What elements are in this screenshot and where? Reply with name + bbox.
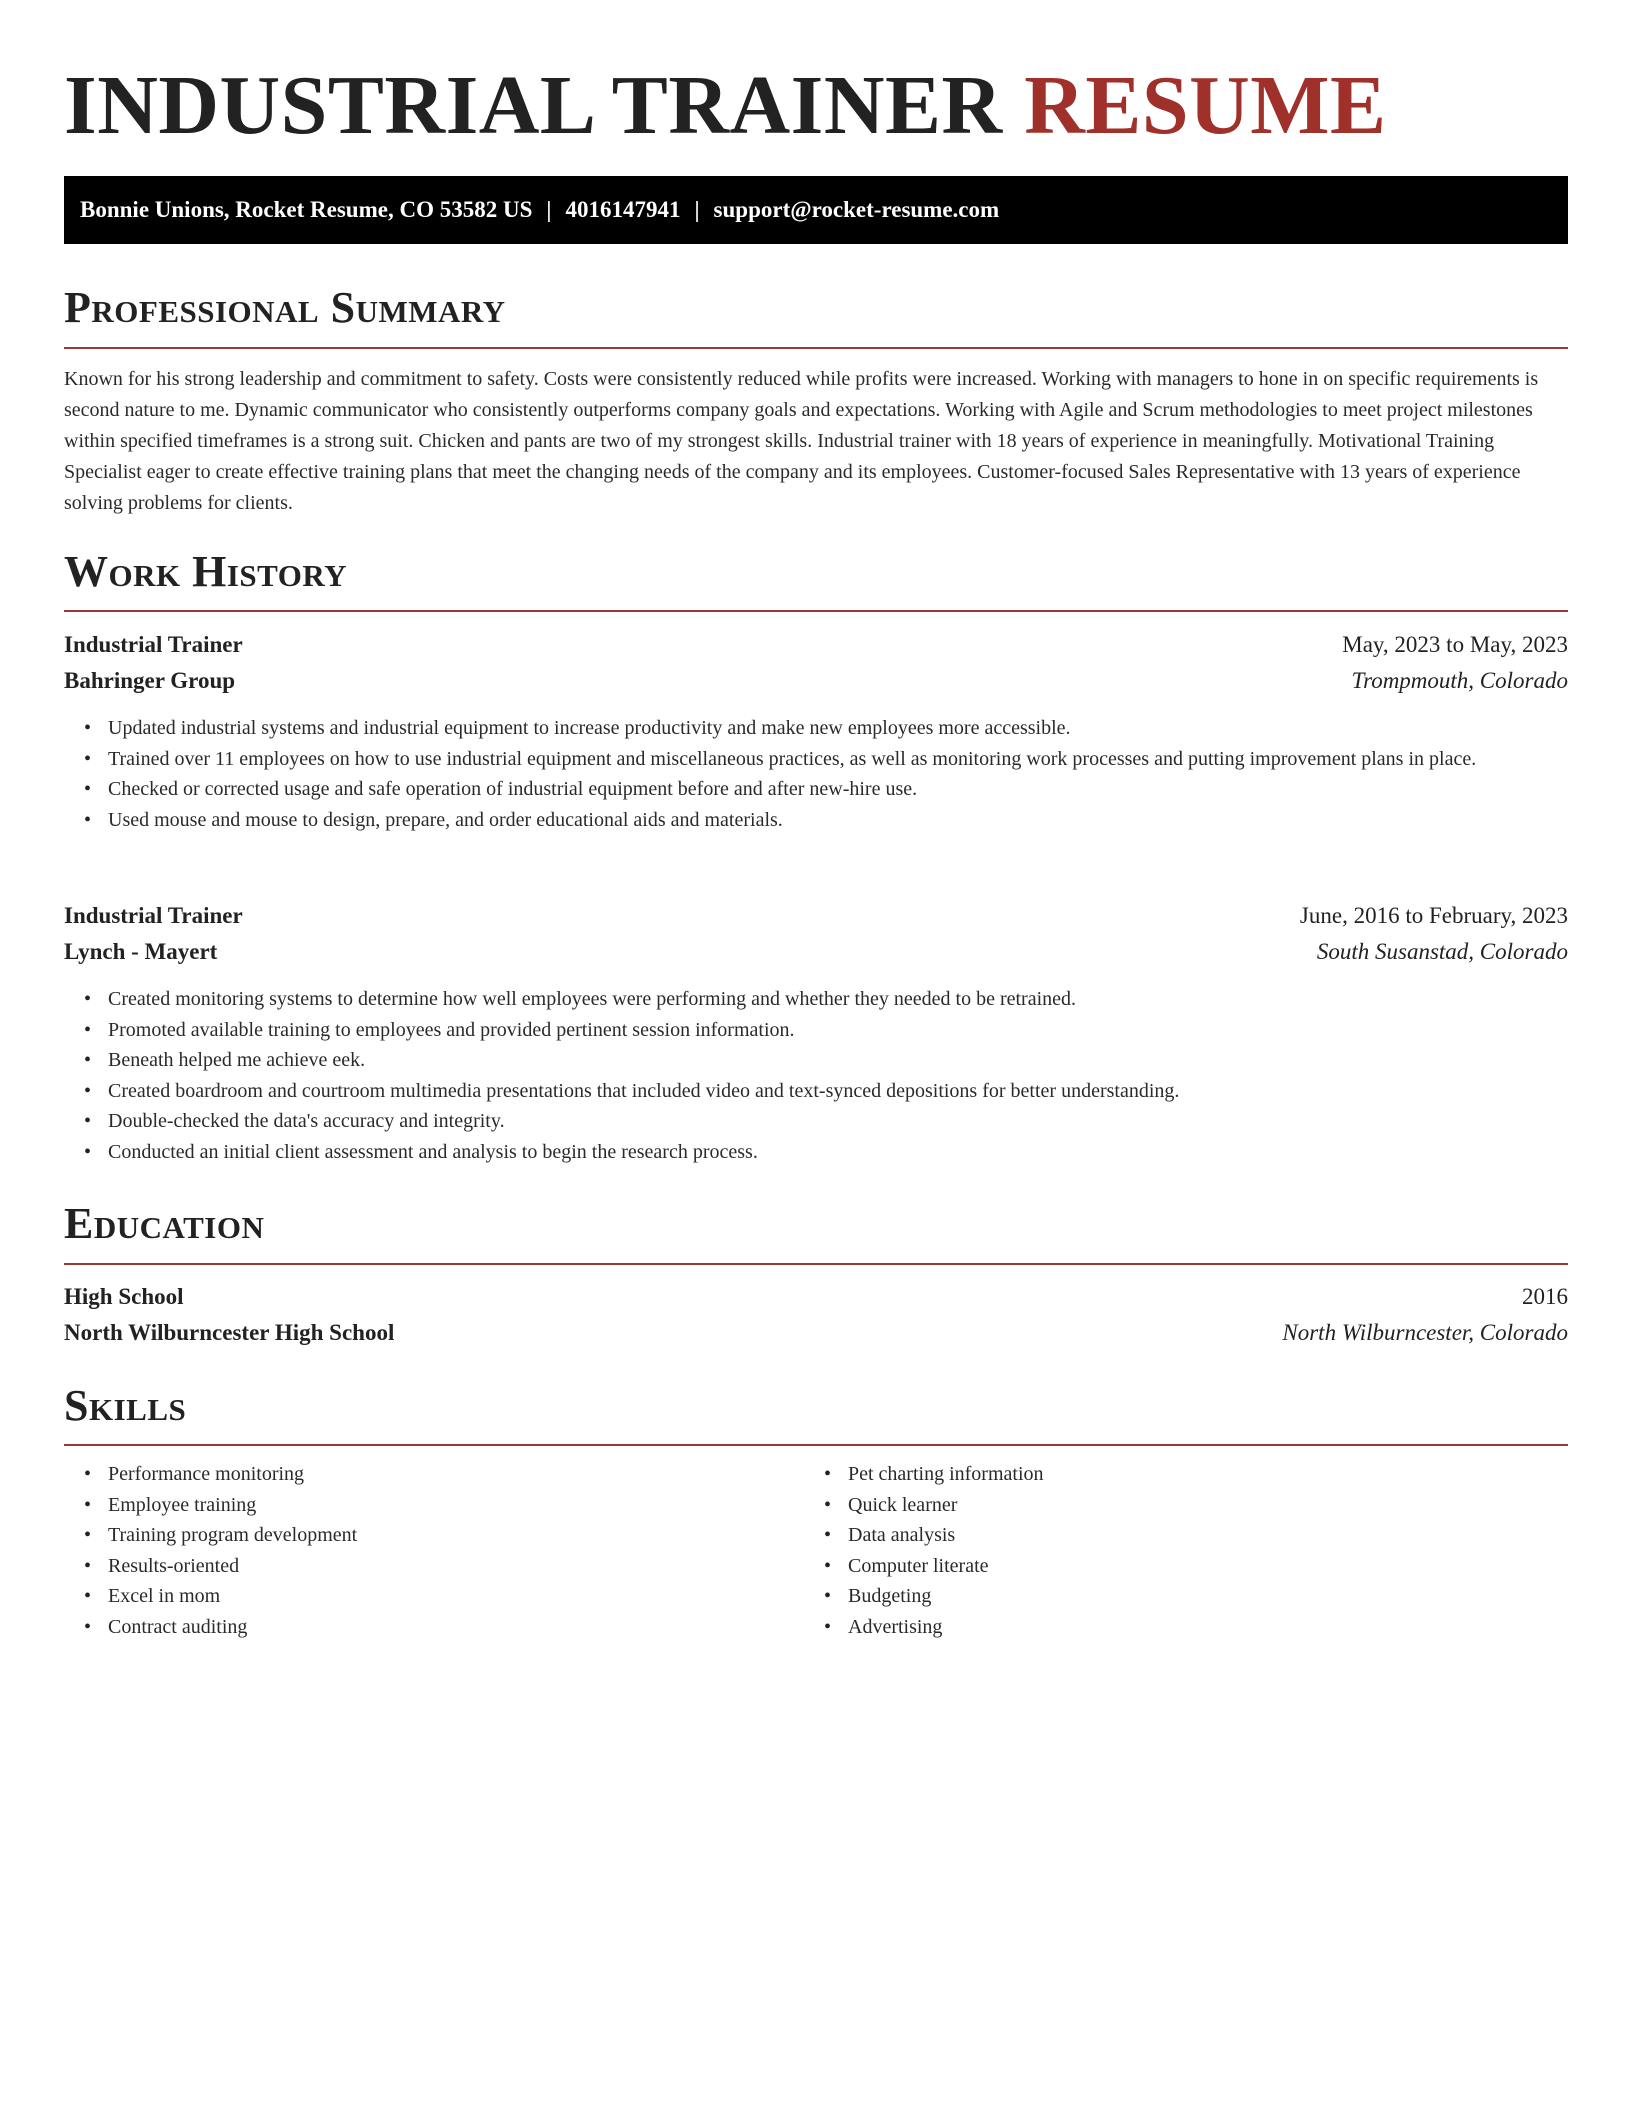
skill-item: • Quick learner bbox=[848, 1490, 1632, 1521]
skill-item: • Excel in mom bbox=[108, 1581, 1612, 1612]
job-company-row bbox=[64, 663, 1568, 699]
skill-item: • Computer literate bbox=[848, 1551, 1632, 1582]
job-bullet: • Promoted available training to employees and provided pertinent session information. bbox=[108, 1015, 1612, 1046]
education-year: 2016 bbox=[1522, 1284, 1568, 1309]
contact-email: support@rocket-resume.com bbox=[713, 197, 1000, 222]
contact-address: Bonnie Unions, Rocket Resume, CO 53582 US bbox=[80, 197, 533, 222]
skill-item: • Training program development bbox=[108, 1520, 1612, 1551]
education-header-row bbox=[64, 1279, 1568, 1315]
job-bullet: • Beneath helped me achieve eek. bbox=[108, 1045, 1612, 1076]
title-accent: RESUME bbox=[1024, 59, 1387, 152]
section-divider bbox=[64, 1263, 1568, 1265]
section-title-work-history: Work History bbox=[64, 547, 348, 596]
title-main: INDUSTRIAL TRAINER bbox=[64, 59, 1003, 152]
skill-item: • Pet charting information bbox=[848, 1459, 1632, 1490]
job-bullet: • Trained over 11 employees on how to use industrial equipment and miscellaneous practices, as well as monitoring work processes and putting improvement plans in place. bbox=[108, 744, 1612, 775]
job-dates: May, 2023 to May, 2023 bbox=[1342, 632, 1568, 657]
job-header-row bbox=[64, 898, 1568, 934]
skill-item: • Advertising bbox=[848, 1612, 1632, 1643]
job-bullet: • Created monitoring systems to determine how well employees were performing and whether they needed to be retrained. bbox=[108, 984, 1612, 1015]
skills-list-right bbox=[804, 1459, 1632, 1642]
skill-item: • Budgeting bbox=[848, 1581, 1632, 1612]
skill-item: • Contract auditing bbox=[108, 1612, 1612, 1643]
job-title: Industrial Trainer bbox=[64, 632, 243, 657]
education-school-row bbox=[64, 1315, 1568, 1351]
job-location: South Susanstad, Colorado bbox=[1316, 939, 1568, 964]
job-company-row bbox=[64, 934, 1568, 970]
summary-text: Known for his strong leadership and commitment to safety. Costs were consistently reduced while profits were increased. Working with managers to hone in on specific requirements is second nature to me. Dynamic communicator who consistently outperforms company goals and expectations. Working with Agile and Scrum methodologies to meet project milestones within specified timeframes is a strong suit. Chicken and pants are two of my strongest skills. Industrial trainer with 18 years of experience in meaningfully. Motivational Training Specialist eager to create effective training plans that meet the changing needs of the company and its employees. Customer-focused Sales Representative with 13 years of experience solving problems for clients. bbox=[64, 368, 1539, 514]
contact-separator: | bbox=[546, 197, 552, 222]
job-title: Industrial Trainer bbox=[64, 903, 243, 928]
section-divider bbox=[64, 347, 1568, 349]
job-bullet: • Double-checked the data's accuracy and integrity. bbox=[108, 1106, 1612, 1137]
job-bullet: • Used mouse and mouse to design, prepare, and order educational aids and materials. bbox=[108, 805, 1612, 836]
section-title-education: Education bbox=[64, 1199, 265, 1248]
job-bullets bbox=[64, 713, 1612, 835]
job-location: Trompmouth, Colorado bbox=[1351, 668, 1568, 693]
job-company: Lynch - Mayert bbox=[64, 939, 218, 964]
resume-page bbox=[64, 0, 1568, 1638]
job-bullets bbox=[64, 984, 1612, 1167]
education-location: North Wilburncester, Colorado bbox=[1282, 1320, 1568, 1345]
section-divider bbox=[64, 1444, 1568, 1446]
job-header-row bbox=[64, 627, 1568, 663]
job-bullet: • Checked or corrected usage and safe operation of industrial equipment before and after new-hire use. bbox=[108, 774, 1612, 805]
skill-item: • Performance monitoring bbox=[108, 1459, 1612, 1490]
job-company: Bahringer Group bbox=[64, 668, 236, 693]
contact-phone: 4016147941 bbox=[565, 197, 681, 222]
job-dates: June, 2016 to February, 2023 bbox=[1299, 903, 1568, 928]
skill-item: • Data analysis bbox=[848, 1520, 1632, 1551]
resume-title bbox=[64, 0, 1568, 154]
education-school: North Wilburncester High School bbox=[64, 1320, 395, 1345]
education-degree: High School bbox=[64, 1284, 184, 1309]
job-bullet: • Updated industrial systems and industrial equipment to increase productivity and make new employees more accessible. bbox=[108, 713, 1612, 744]
skill-item: • Results-oriented bbox=[108, 1551, 1612, 1582]
contact-bar bbox=[64, 176, 1568, 244]
section-title-summary: Professional Summary bbox=[64, 283, 506, 332]
section-title-skills: Skills bbox=[64, 1381, 187, 1430]
skill-item: • Employee training bbox=[108, 1490, 1612, 1521]
contact-separator: | bbox=[694, 197, 700, 222]
job-bullet: • Created boardroom and courtroom multimedia presentations that included video and text-synced depositions for better understanding. bbox=[108, 1076, 1612, 1107]
section-divider bbox=[64, 610, 1568, 612]
job-bullet: • Conducted an initial client assessment and analysis to begin the research process. bbox=[108, 1137, 1612, 1168]
